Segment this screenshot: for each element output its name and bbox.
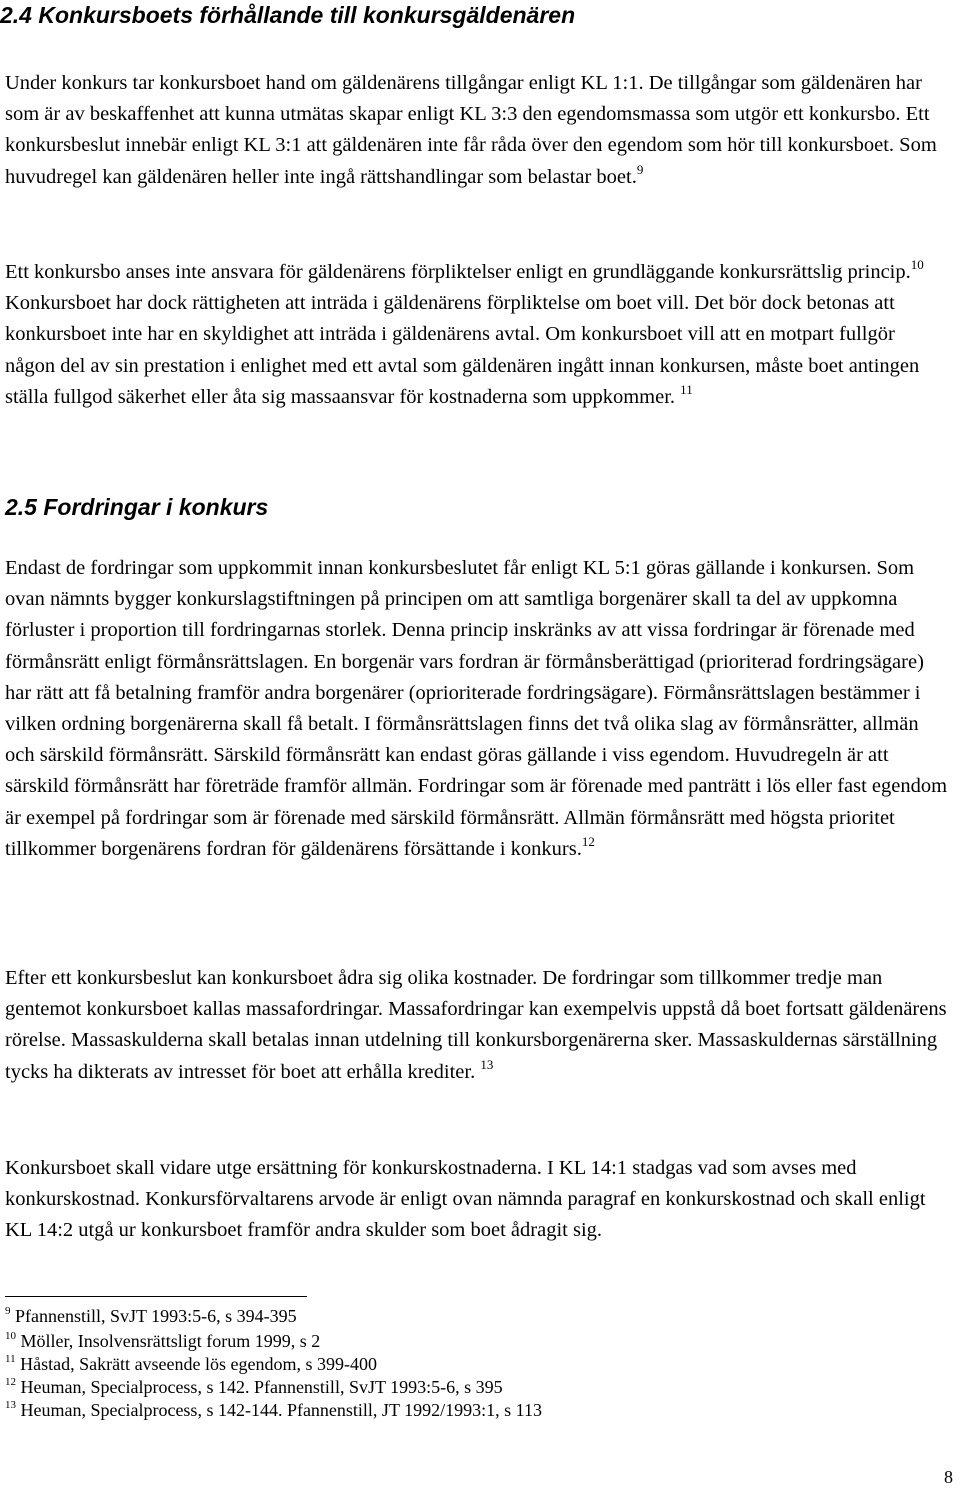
paragraph-2-4-2 xyxy=(5,257,949,413)
paragraph-2-5-1 xyxy=(5,553,949,865)
footnote-9 xyxy=(5,1305,297,1327)
paragraph-2-4-1 xyxy=(5,68,949,193)
paragraph-2-5-3 xyxy=(5,1153,949,1247)
footnote-ref-9[interactable]: 9 xyxy=(636,161,644,177)
footnote-number: 10 xyxy=(5,1330,16,1342)
footnote-11 xyxy=(5,1353,377,1375)
footnote-ref-13[interactable]: 13 xyxy=(480,1056,494,1072)
footnote-ref-12[interactable]: 12 xyxy=(581,833,595,849)
footnote-text: Möller, Insolvensrättsligt forum 1999, s 2 xyxy=(20,1331,321,1351)
footnote-ref-11[interactable]: 11 xyxy=(680,381,693,397)
paragraph-text: Under konkurs tar konkursboet hand om gäldenärens tillgångar enligt KL 1:1. De tillgångar som gäldenären har som är av beskaffenhet att kunna utmätas skapar enligt KL 3:3 den egendomsmassa som utgör ett konkursbo. Ett konkursbeslut innebär enligt KL 3:1 att gäldenären inte får råda över den egendom som hör till konkursboet. Som huvudregel kan gäldenären heller inte ingå rättshandlingar som belastar boet. xyxy=(5,72,937,188)
footnote-separator xyxy=(5,1296,307,1297)
paragraph-text: Efter ett konkursbeslut kan konkursboet ådra sig olika kostnader. De fordringar som tillkommer tredje man gentemot konkursboet kallas massafordringar. Massafordringar kan exempelvis uppstå då boet fortsatt gäldenärens rörelse. Massaskulderna skall betalas innan utdelning till konkursborgenärerna sker. Massaskuldernas särställning tycks ha dikterats av intresset för boet att erhålla krediter. xyxy=(5,967,947,1083)
footnote-12 xyxy=(5,1376,503,1398)
footnote-number: 13 xyxy=(5,1399,16,1411)
section-heading-2-4: 2.4 Konkursboets förhållande till konkursgäldenären xyxy=(0,2,576,28)
section-heading-2-5: 2.5 Fordringar i konkurs xyxy=(5,494,269,520)
footnote-10 xyxy=(5,1330,320,1352)
paragraph-text: Endast de fordringar som uppkommit innan konkursbeslutet får enligt KL 5:1 göras gällande i konkursen. Som ovan nämnts bygger konkurslagstiftningen på principen om att samtliga borgenärer skall ta del av uppkomna förluster i proportion till fordringarnas storlek. Denna princip inskränks av att vissa fordringar är förenade med förmånsrätt enligt förmånsrättslagen. En borgenär vars fordran är förmånsberättigad (prioriterad fordringsägare) har rätt att få betalning framför andra borgenärer (oprioriterade fordringsägare). Förmånsrättslagen bestämmer i vilken ordning borgenärerna skall få betalt. I förmånsrättslagen finns det två olika slag av förmånsrätter, allmän och särskild förmånsrätt. Särskild förmånsrätt kan endast göras gällande i viss egendom. Huvudregeln är att särskild förmånsrätt har företräde framför allmän. Fordringar som är förenade med panträtt i lös eller fast egendom är exempel på fordringar som är förenade med särskild förmånsrätt. Allmän förmånsrätt med högsta prioritet tillkommer borgenärens fordran för gäldenärens försättande i konkurs. xyxy=(5,557,948,860)
paragraph-text: Konkursboet har dock rättigheten att inträda i gäldenärens förpliktelse om boet vill. Det bör dock betonas att konkursboet inte har en skyldighet att inträda i gäldenärens avtal. Om konkursboet vill att en motpart fullgör någon del av sin prestation i enlighet med ett avtal som gäldenären ingått innan konkursen, måste boet antingen ställa fullgod säkerhet eller åta sig massaansvar för kostnaderna som uppkommer. xyxy=(5,292,920,408)
footnote-text: Håstad, Sakrätt avseende lös egendom, s 399-400 xyxy=(20,1354,378,1374)
footnote-text: Heuman, Specialprocess, s 142. Pfannenstill, SvJT 1993:5-6, s 395 xyxy=(20,1377,503,1397)
paragraph-text: Ett konkursbo anses inte ansvara för gäldenärens förpliktelser enligt en grundläggande konkursrättslig princip. xyxy=(5,261,911,283)
footnote-13 xyxy=(5,1399,542,1421)
paragraph-text: Konkursboet skall vidare utge ersättning för konkurskostnaderna. I KL 14:1 stadgas vad som avses med konkurskostnad. Konkursförvaltarens arvode är enligt ovan nämnda paragraf en konkurskostnad och skall enligt KL 14:2 utgå ur konkursboet framför andra skulder som boet ådragit sig. xyxy=(5,1157,926,1242)
footnote-text: Heuman, Specialprocess, s 142-144. Pfannenstill, JT 1992/1993:1, s 113 xyxy=(20,1400,542,1420)
footnote-ref-10[interactable]: 10 xyxy=(910,257,924,272)
paragraph-2-5-2 xyxy=(5,963,949,1088)
footnote-number: 9 xyxy=(5,1305,11,1317)
footnote-text: Pfannenstill, SvJT 1993:5-6, s 394-395 xyxy=(15,1306,297,1326)
page-number: 8 xyxy=(944,1467,953,1487)
footnote-number: 12 xyxy=(5,1376,16,1388)
footnote-number: 11 xyxy=(5,1353,16,1365)
